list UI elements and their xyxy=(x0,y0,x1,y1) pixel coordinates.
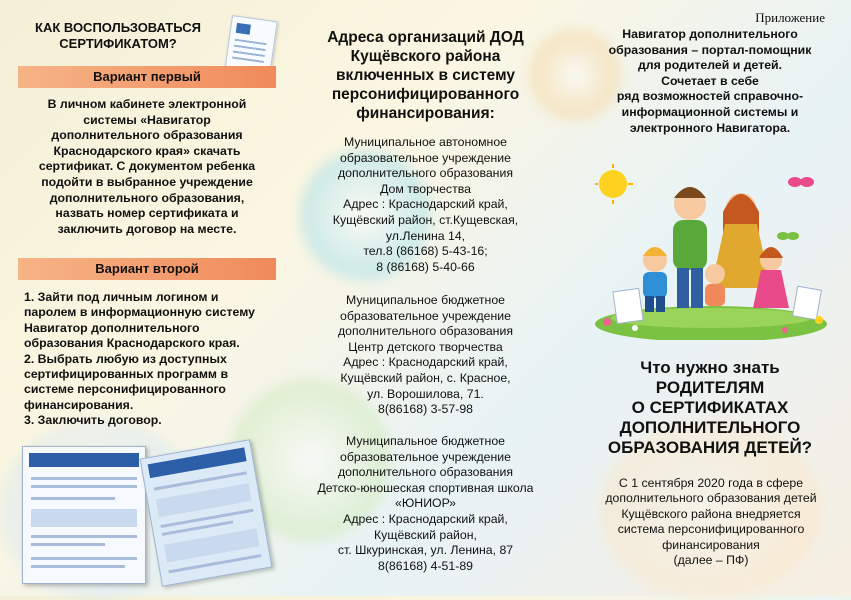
variant-one-heading: Вариант первый xyxy=(18,66,276,88)
sun-icon xyxy=(599,170,627,198)
certificate-document-image xyxy=(22,446,146,584)
appendix-label: Приложение xyxy=(755,10,825,25)
navigator-intro: Навигатор дополнительного образования – портал-помощник для родителей и детей. Сочетает в себе ряд возможностей справочно- информационной системы и электронного Навигатора. xyxy=(608,27,812,135)
organization-address: Муниципальное бюджетное образовательное учреждение дополнительного образования Детско-юношеская спортивная школа «ЮНИОР» Адрес : Краснодарский край, Кущёвский район, ст. Шкуринская, ул. Ленина, 87 8(86168) 4-51-89 xyxy=(317,434,534,573)
variant-one-text: В личном кабинете электронной системы «Навигатор дополнительного образования Краснодарского края» скачать сертификат. С документом ребенка подойти в выбранное учреждение дополнительного образования, назвать номер сертификата и заключить договор на месте. xyxy=(38,97,256,236)
left-panel xyxy=(0,0,283,596)
right-panel xyxy=(567,0,851,596)
pf-introduction-text: С 1 сентября 2020 года в сфере дополнительного образования детей Кущёвского района внедряется система персонифицированного финансирования (далее – ПФ) xyxy=(605,476,817,568)
brochure-main-question: Что нужно знать РОДИТЕЛЯМ О СЕРТИФИКАТАХ ДОПОЛНИТЕЛЬНОГО ОБРАЗОВАНИЯ ДЕТЕЙ? xyxy=(607,358,813,457)
middle-panel xyxy=(283,0,567,596)
variant-two-heading: Вариант второй xyxy=(18,258,276,280)
certificate-document-image xyxy=(140,439,273,586)
addresses-title: Адреса организаций ДОД Кущёвского района включенных в систему персонифицированного финансирования: xyxy=(327,29,524,122)
certificate-usage-title: КАК ВОСПОЛЬЗОВАТЬСЯ СЕРТИФИКАТОМ? xyxy=(35,20,201,51)
variant-two-steps: 1. Зайти под личным логином и паролем в информационную систему Навигатор дополнительного образования Краснодарского края. 2. Выбрать любую из доступных сертифицированных программ в системе персонифицированного финансирования. 3. Заключить договор. xyxy=(24,290,255,428)
organization-address: Муниципальное автономное образовательное учреждение дополнительного образования Дом творчества Адрес : Краснодарский край, Кущёвский район, ст.Кущевская, ул.Ленина 14, тел.8 (86168) 5-43-16; 8 (86168) 5-40-66 xyxy=(332,135,519,274)
family-illustration xyxy=(595,162,827,340)
organization-address: Муниципальное бюджетное образовательное учреждение дополнительного образования Центр детского творчества Адрес : Краснодарский край, Кущёвский район, с. Красное, ул. Ворошилова, 71. 8(86168) 3-57-98 xyxy=(338,293,513,417)
